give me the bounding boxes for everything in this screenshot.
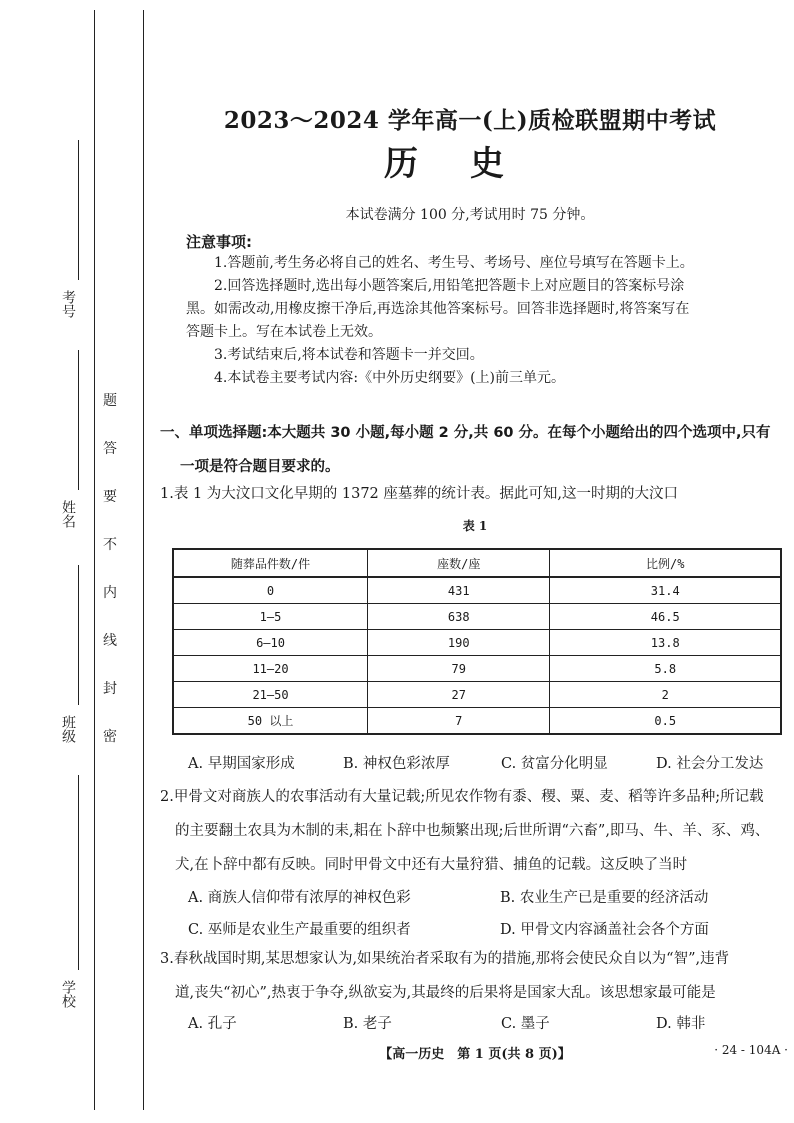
footer-code: · 24 - 104A · <box>714 1043 788 1057</box>
blank-name[interactable] <box>78 350 79 490</box>
section-heading-line: 一项是符合题目要求的。 <box>180 459 340 475</box>
option-c: C. 巫师是农业生产最重要的组织者 <box>188 922 411 938</box>
table-cell: 46.5 <box>550 604 781 630</box>
table-cell: 638 <box>368 604 550 630</box>
table-row <box>173 577 781 604</box>
table-cell: 0 <box>173 577 368 604</box>
option-c: C. 贫富分化明显 <box>501 756 608 772</box>
option-d: D. 社会分工发达 <box>656 756 764 772</box>
q3-options <box>188 1012 788 1033</box>
table-caption: 表 1 <box>462 519 488 533</box>
table-cell: 31.4 <box>550 577 781 604</box>
notice-item: 1.答题前,考生务必将自己的姓名、考生号、考场号、座位号填写在答题卡上。 <box>214 255 694 271</box>
table-cell: 21—50 <box>173 682 368 708</box>
table-header-row <box>173 549 781 577</box>
q2-line: 2.甲骨文对商族人的农事活动有大量记载;所见农作物有黍、稷、粟、麦、稻等许多品种;所记载 <box>160 789 764 805</box>
statistics-table <box>172 548 782 735</box>
option-c: C. 墨子 <box>501 1016 550 1032</box>
table-row <box>173 656 781 682</box>
table-cell: 6—10 <box>173 630 368 656</box>
option-a: A. 孔子 <box>188 1016 237 1032</box>
option-b: B. 农业生产已是重要的经济活动 <box>500 890 709 906</box>
margin-line-left <box>94 10 95 1110</box>
notice-item: 黑。如需改动,用橡皮擦干净后,再选涂其他答案标号。回答非选择题时,将答案写在 <box>186 301 690 317</box>
notice-item: 4.本试卷主要考试内容:《中外历史纲要》(上)前三单元。 <box>214 370 565 386</box>
blank-school[interactable] <box>78 775 79 970</box>
table-cell: 190 <box>368 630 550 656</box>
q1-stem: 1.表 1 为大汶口文化早期的 1372 座墓葬的统计表。据此可知,这一时期的大汶口 <box>160 486 679 502</box>
table-row <box>173 604 781 630</box>
seal-char: 封 <box>103 681 117 697</box>
notice-item: 2.回答选择题时,选出每小题答案后,用铅笔把答题卡上对应题目的答案标号涂 <box>214 278 685 294</box>
table-row <box>173 682 781 708</box>
notice-body <box>186 252 771 390</box>
seal-char: 不 <box>103 537 117 553</box>
seal-char: 答 <box>103 441 117 457</box>
table-cell: 5.8 <box>550 656 781 682</box>
option-d: D. 甲骨文内容涵盖社会各个方面 <box>500 922 709 938</box>
table-header-cell: 座数/座 <box>368 549 550 577</box>
table-cell: 1—5 <box>173 604 368 630</box>
q2-line: 犬,在卜辞中都有反映。同时甲骨文中还有大量狩猎、捕鱼的记载。这反映了当时 <box>175 857 688 873</box>
notice-heading: 注意事项: <box>186 233 252 251</box>
q3-line: 3.春秋战国时期,某思想家认为,如果统治者采取有为的措施,那将会使民众自以为“智”,违背 <box>160 951 730 967</box>
q2-line: 的主要翻土农具为木制的耒,耜在卜辞中也频繁出现;后世所谓“六畜”,即马、牛、羊、豕、鸡、 <box>175 823 770 839</box>
table-cell: 13.8 <box>550 630 781 656</box>
table-cell: 0.5 <box>550 708 781 735</box>
option-a: A. 早期国家形成 <box>188 756 295 772</box>
q1-options <box>188 752 788 773</box>
q3-line: 道,丧失“初心”,热衷于争夺,纵欲妄为,其最终的后果将是国家大乱。该思想家最可能是 <box>175 985 716 1001</box>
option-b: B. 神权色彩浓厚 <box>343 756 450 772</box>
seal-char: 要 <box>103 489 117 505</box>
table-row <box>173 708 781 735</box>
notice-item: 答题卡上。写在本试卷上无效。 <box>186 324 382 340</box>
table-cell: 79 <box>368 656 550 682</box>
q2-stem <box>160 780 790 882</box>
field-label-school: 学校 <box>60 980 76 1008</box>
table-cell: 431 <box>368 577 550 604</box>
footer-page-info: 【高一历史 第 1 页(共 8 页)】 <box>379 1047 571 1062</box>
table-cell: 50 以上 <box>173 708 368 735</box>
table-cell: 27 <box>368 682 550 708</box>
seal-char: 题 <box>103 393 117 409</box>
q3-stem <box>160 942 790 1010</box>
table-header-cell: 比例/% <box>550 549 781 577</box>
table-row <box>173 630 781 656</box>
option-d: D. 韩非 <box>656 1016 706 1032</box>
exam-info: 本试卷满分 100 分,考试用时 75 分钟。 <box>345 207 595 223</box>
section-heading <box>160 416 790 484</box>
subject-title: 历史 <box>384 144 556 184</box>
field-label-exam-number: 考号 <box>60 290 76 318</box>
blank-class[interactable] <box>78 565 79 705</box>
field-label-class: 班级 <box>60 715 76 743</box>
exam-title: 2023～2024 学年高一(上)质检联盟期中考试 <box>223 107 717 134</box>
option-a: A. 商族人信仰带有浓厚的神权色彩 <box>188 890 411 906</box>
table-cell: 7 <box>368 708 550 735</box>
section-heading-line: 一、单项选择题:本大题共 30 小题,每小题 2 分,共 60 分。在每个小题给出的四个选项中,只有 <box>160 425 771 441</box>
seal-char: 密 <box>103 729 117 745</box>
field-label-name: 姓名 <box>60 500 76 528</box>
notice-item: 3.考试结束后,将本试卷和答题卡一并交回。 <box>214 347 484 363</box>
table-cell: 2 <box>550 682 781 708</box>
blank-exam-number[interactable] <box>78 140 79 280</box>
option-b: B. 老子 <box>343 1016 392 1032</box>
seal-char: 内 <box>103 585 117 601</box>
margin-line-right <box>143 10 144 1110</box>
seal-char: 线 <box>103 633 117 649</box>
table-header-cell: 随葬品件数/件 <box>173 549 368 577</box>
q2-options <box>188 882 788 946</box>
table-cell: 11—20 <box>173 656 368 682</box>
